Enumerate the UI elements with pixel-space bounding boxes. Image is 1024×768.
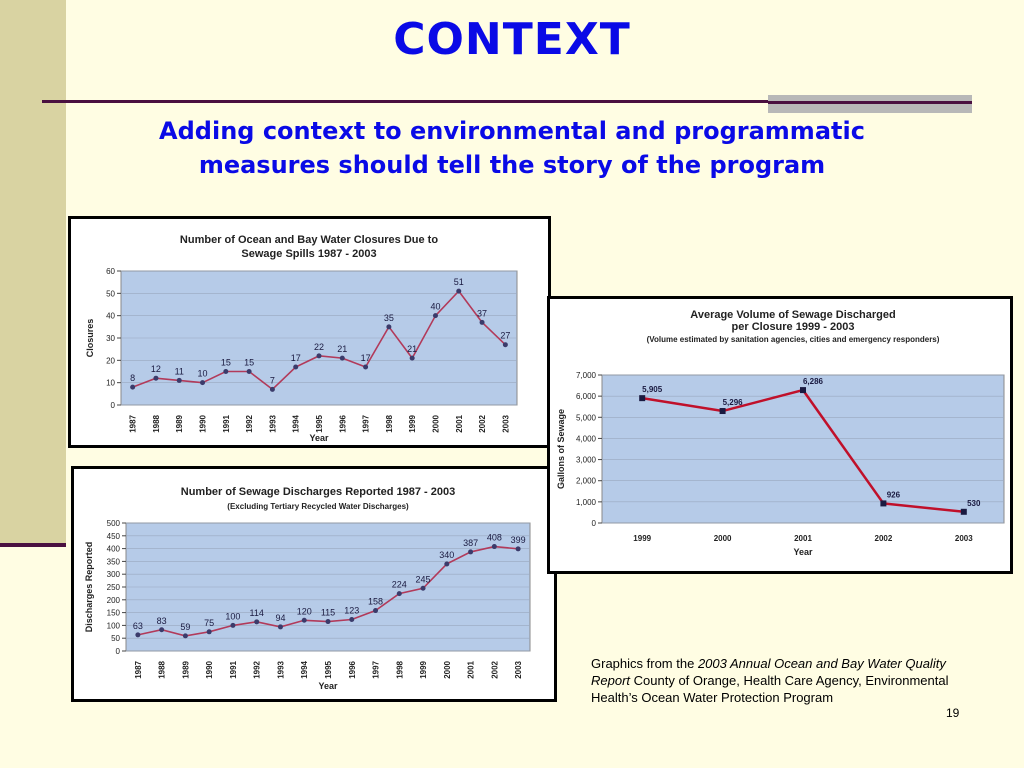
y-tick-label: 4,000 <box>575 434 596 444</box>
x-tick-label: 1993 <box>276 661 286 679</box>
data-point <box>135 632 140 637</box>
chart-title: Number of Ocean and Bay Water Closures Due to <box>179 234 439 246</box>
caption-report-title: 2003 Annual Ocean and Bay Water Quality Report <box>591 656 946 688</box>
data-point <box>480 320 485 325</box>
data-label: 63 <box>132 620 143 631</box>
data-label: 100 <box>225 611 241 622</box>
y-tick-label: 200 <box>106 595 120 605</box>
chart-title: Average Volume of Sewage Discharged <box>690 309 896 321</box>
x-tick-label: 1990 <box>198 415 208 433</box>
data-point <box>302 618 307 623</box>
data-label: 15 <box>220 357 231 368</box>
data-label: 115 <box>320 607 336 618</box>
x-tick-label: 2002 <box>478 415 488 433</box>
subtitle-line-1: Adding context to environmental and programmatic <box>159 117 865 145</box>
y-tick-label: 100 <box>106 621 120 631</box>
y-tick-label: 40 <box>106 311 115 321</box>
data-point <box>223 369 228 374</box>
data-point <box>349 617 354 622</box>
x-tick-label: 2003 <box>501 415 511 433</box>
y-axis-title: Gallons of Sewage <box>556 408 566 490</box>
data-label: 21 <box>407 344 418 355</box>
data-point <box>317 353 322 358</box>
y-tick-label: 50 <box>106 289 115 299</box>
data-label: 120 <box>296 606 312 617</box>
y-tick-label: 60 <box>106 267 115 276</box>
data-point <box>130 385 135 390</box>
data-point <box>207 629 212 634</box>
data-point <box>230 623 235 628</box>
data-point <box>363 365 368 370</box>
data-label: 123 <box>344 605 360 616</box>
x-tick-label: 1997 <box>371 661 381 679</box>
data-point <box>278 624 283 629</box>
data-label: 926 <box>886 490 901 500</box>
sewage-volume-chart <box>547 296 1013 574</box>
data-label: 27 <box>500 330 511 341</box>
data-label: 51 <box>453 277 464 288</box>
x-tick-label: 2002 <box>874 534 893 543</box>
data-point <box>270 387 275 392</box>
data-label: 37 <box>477 308 488 319</box>
y-tick-label: 350 <box>106 557 120 567</box>
x-tick-label: 1999 <box>633 534 652 543</box>
left-divider <box>0 543 66 547</box>
y-tick-label: 10 <box>106 378 115 388</box>
y-tick-label: 6,000 <box>575 392 596 402</box>
x-tick-label: 1999 <box>419 661 429 679</box>
y-tick-label: 250 <box>106 583 120 592</box>
chart-title: Number of Sewage Discharges Reported 1987 - 2003 <box>180 486 456 498</box>
data-label: 245 <box>415 574 431 585</box>
page-number: 19 <box>946 706 960 720</box>
x-tick-label: 2001 <box>794 534 812 543</box>
data-label: 224 <box>391 579 407 590</box>
data-point <box>254 619 259 624</box>
data-point <box>961 509 967 515</box>
chart-svg <box>74 469 554 699</box>
y-tick-label: 5,000 <box>575 413 596 423</box>
y-tick-label: 50 <box>111 634 120 644</box>
x-tick-label: 1997 <box>361 415 371 433</box>
y-tick-label: 30 <box>106 334 115 343</box>
y-tick-label: 2,000 <box>575 476 596 486</box>
data-label: 22 <box>313 341 325 352</box>
x-tick-label: 1991 <box>221 415 231 433</box>
plot-area <box>602 375 1004 523</box>
x-tick-label: 2003 <box>514 661 524 679</box>
data-point <box>456 289 461 294</box>
x-axis-title: Year <box>318 681 338 691</box>
data-label: 12 <box>150 364 161 375</box>
caption-prefix: Graphics from the <box>591 656 698 671</box>
data-label: 114 <box>249 607 264 618</box>
data-label: 83 <box>156 615 167 626</box>
x-tick-label: 1996 <box>338 415 348 433</box>
x-tick-label: 1990 <box>205 661 215 679</box>
data-label: 94 <box>275 612 286 623</box>
source-caption <box>591 655 951 706</box>
data-point <box>293 365 298 370</box>
data-label: 340 <box>439 549 455 560</box>
data-label: 408 <box>486 532 502 543</box>
data-point <box>326 619 331 624</box>
y-tick-label: 0 <box>591 519 596 528</box>
data-point <box>492 544 497 549</box>
x-tick-label: 2000 <box>442 661 452 679</box>
data-label: 17 <box>360 353 371 364</box>
x-tick-label: 2001 <box>454 415 464 433</box>
data-point <box>247 369 252 374</box>
data-label: 10 <box>197 368 208 379</box>
y-tick-label: 500 <box>106 519 120 528</box>
data-point <box>639 395 645 401</box>
data-label: 6,286 <box>802 377 824 387</box>
data-point <box>444 561 449 566</box>
data-point <box>800 387 806 393</box>
x-tick-label: 1993 <box>268 415 278 433</box>
x-tick-label: 1989 <box>181 661 191 679</box>
data-point <box>421 586 426 591</box>
data-point <box>177 378 182 383</box>
x-tick-label: 1989 <box>175 415 185 433</box>
x-tick-label: 2000 <box>431 415 441 433</box>
chart-svg <box>71 219 548 445</box>
x-tick-label: 2003 <box>954 534 973 543</box>
slide-subtitle <box>80 114 944 182</box>
y-tick-label: 3,000 <box>575 455 596 465</box>
x-tick-label: 1991 <box>228 661 238 679</box>
data-point <box>503 342 508 347</box>
data-label: 158 <box>368 596 384 607</box>
y-axis-title: Discharges Reported <box>84 541 94 633</box>
data-point <box>410 356 415 361</box>
chart-title: Sewage Spills 1987 - 2003 <box>241 248 377 260</box>
x-tick-label: 1995 <box>315 415 324 433</box>
data-point <box>397 591 402 596</box>
x-tick-label: 2001 <box>466 661 476 679</box>
x-tick-label: 1996 <box>347 661 357 679</box>
left-accent-bar <box>0 0 66 545</box>
data-label: 75 <box>204 617 215 628</box>
divider-accent-block <box>768 95 972 113</box>
x-tick-label: 1994 <box>291 415 301 433</box>
x-tick-label: 1998 <box>384 415 394 433</box>
data-label: 40 <box>430 301 441 312</box>
data-label: 59 <box>180 621 191 632</box>
data-label: 11 <box>174 366 184 377</box>
x-tick-label: 1992 <box>252 661 262 679</box>
data-point <box>720 408 726 414</box>
data-label: 35 <box>383 312 394 323</box>
data-point <box>200 380 205 385</box>
data-label: 530 <box>967 498 981 508</box>
x-tick-label: 2000 <box>713 534 732 543</box>
x-tick-label: 1999 <box>408 415 418 433</box>
data-point <box>153 376 158 381</box>
chart-note: (Excluding Tertiary Recycled Water Discharges) <box>227 502 409 511</box>
closures-chart <box>68 216 551 448</box>
y-tick-label: 150 <box>106 608 120 618</box>
x-tick-label: 1987 <box>133 661 143 679</box>
caption-suffix: County of Orange, Health Care Agency, Environmental Health’s Ocean Water Protection Program <box>591 673 949 705</box>
data-point <box>386 324 391 329</box>
data-point <box>159 627 164 632</box>
data-label: 5,296 <box>722 398 743 408</box>
data-point <box>183 633 188 638</box>
discharges-chart <box>71 466 557 702</box>
data-label: 387 <box>463 537 479 548</box>
data-label: 8 <box>130 373 136 384</box>
data-point <box>373 608 378 613</box>
data-label: 17 <box>290 353 301 364</box>
y-tick-label: 0 <box>115 647 120 656</box>
y-tick-label: 1,000 <box>575 497 596 507</box>
y-tick-label: 300 <box>106 570 120 580</box>
data-point <box>516 546 521 551</box>
x-tick-label: 2002 <box>490 661 500 679</box>
data-label: 399 <box>510 534 526 545</box>
y-tick-label: 7,000 <box>575 371 596 380</box>
x-tick-label: 1988 <box>151 415 161 433</box>
x-tick-label: 1995 <box>324 661 333 679</box>
x-axis-title: Year <box>793 547 813 557</box>
chart-note: (Volume estimated by sanitation agencies, cities and emergency responders) <box>646 335 940 344</box>
chart-svg <box>550 299 1010 571</box>
subtitle-line-2: measures should tell the story of the program <box>198 151 826 179</box>
data-point <box>340 356 345 361</box>
data-point <box>468 549 473 554</box>
y-tick-label: 400 <box>106 544 120 554</box>
data-label: 5,905 <box>642 385 663 395</box>
x-tick-label: 1994 <box>300 661 310 679</box>
data-label: 7 <box>269 375 275 386</box>
data-label: 21 <box>337 344 348 355</box>
x-tick-label: 1998 <box>395 661 405 679</box>
data-point <box>433 313 438 318</box>
slide-title: CONTEXT <box>393 14 631 65</box>
chart-title: per Closure 1999 - 2003 <box>731 321 855 333</box>
y-tick-label: 0 <box>110 401 115 410</box>
x-axis-title: Year <box>309 433 329 443</box>
x-tick-label: 1992 <box>245 415 255 433</box>
data-label: 15 <box>244 357 255 368</box>
y-tick-label: 450 <box>106 531 120 541</box>
y-tick-label: 20 <box>106 356 115 366</box>
x-tick-label: 1988 <box>157 661 167 679</box>
y-axis-title: Closures <box>85 318 95 358</box>
x-tick-label: 1987 <box>128 415 138 433</box>
data-point <box>880 500 886 506</box>
